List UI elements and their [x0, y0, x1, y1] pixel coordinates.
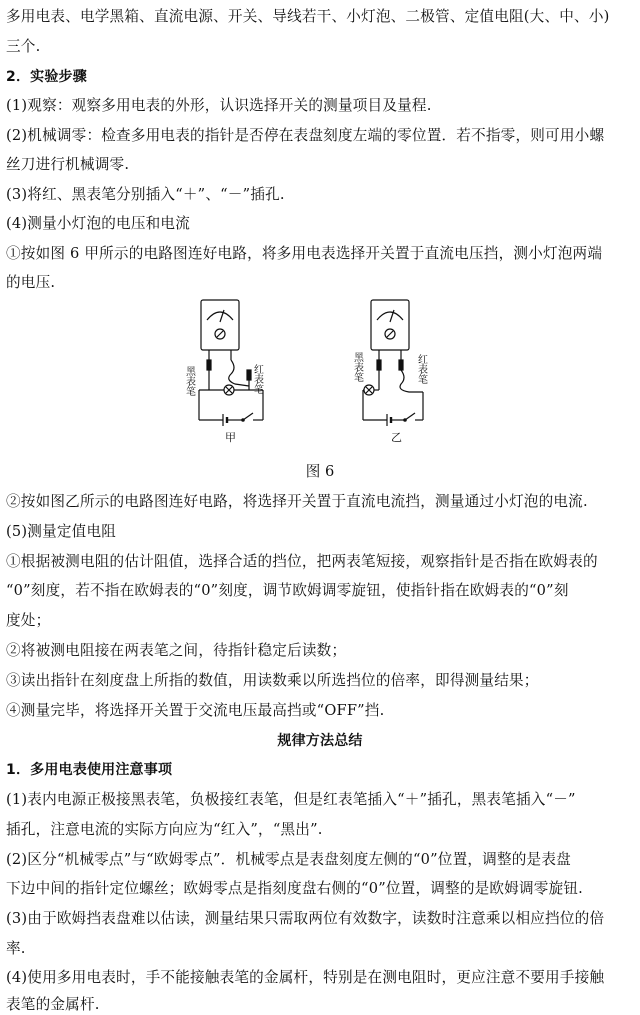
text-line: (4)使用多用电表时，手不能接触表笔的金属杆，特别是在测电阻时，更应注意不要用手接触 — [6, 969, 605, 986]
text-line: (1)表内电源正极接黑表笔，负极接红表笔，但是红表笔插入“＋”插孔，黑表笔插入“－” — [6, 791, 576, 808]
text-line: 表笔的金属杆. — [6, 996, 100, 1013]
circuit-right — [363, 300, 423, 426]
text-line: (4)测量小灯泡的电压和电流 — [6, 215, 191, 232]
text-line: (2)机械调零：检查多用电表的指针是否停在表盘刻度左端的零位置．若不指零，则可用小螺 — [6, 127, 605, 144]
text-line: 多用电表、电学黑箱、直流电源、开关、导线若干、小灯泡、二极管、定值电阻(大、中、小) — [6, 8, 610, 25]
black-probe-label: 黑表笔 — [183, 366, 195, 396]
figure-caption: 图 6 — [305, 463, 335, 480]
text-line: 度处； — [6, 612, 51, 629]
text-line: 率. — [6, 940, 26, 957]
text-line: 三个. — [6, 38, 41, 55]
circuit-figure — [183, 298, 451, 448]
multimeter-icon — [371, 300, 409, 350]
red-probe-label: 红表笔 — [415, 354, 427, 384]
text-line: 插孔，注意电流的实际方向应为“红入”，“黑出”. — [6, 821, 323, 838]
section-title: 规律方法总结 — [277, 733, 363, 749]
text-line: 的电压. — [6, 274, 56, 291]
black-probe-label: 黑表笔 — [351, 352, 363, 382]
subfigure-label: 甲 — [225, 431, 236, 444]
section-heading: 2．实验步骤 — [6, 69, 87, 85]
text-line: ④测量完毕，将选择开关置于交流电压最高挡或“OFF”挡. — [6, 702, 385, 719]
text-line: 丝刀进行机械调零. — [6, 156, 130, 173]
multimeter-icon — [201, 300, 239, 350]
text-line: (1)观察：观察多用电表的外形，认识选择开关的测量项目及量程. — [6, 97, 432, 114]
red-probe-label: 红表笔 — [251, 364, 263, 394]
circuit-left — [199, 300, 263, 426]
text-line: ②按如图乙所示的电路图连好电路，将选择开关置于直流电流挡，测量通过小灯泡的电流. — [6, 493, 588, 510]
text-line: (3)将红、黑表笔分别插入“＋”、“－”插孔. — [6, 186, 285, 203]
text-line: ①根据被测电阻的估计阻值，选择合适的挡位，把两表笔短接，观察指针是否指在欧姆表的 — [6, 553, 598, 570]
subfigure-label: 乙 — [391, 431, 402, 444]
text-line: 下边中间的指针定位螺丝；欧姆零点是指刻度盘右侧的“0”位置，调整的是欧姆调零旋钮. — [6, 880, 584, 897]
text-line: ③读出指针在刻度盘上所指的数值，用读数乘以所选挡位的倍率，即得测量结果； — [6, 672, 539, 689]
text-line: (5)测量定值电阻 — [6, 523, 117, 540]
text-line: ②将被测电阻接在两表笔之间，待指针稳定后读数； — [6, 642, 347, 659]
section-heading: 1．多用电表使用注意事项 — [6, 762, 173, 778]
text-line: (3)由于欧姆挡表盘难以估读，测量结果只需取两位有效数字，读数时注意乘以相应挡位的倍 — [6, 910, 605, 927]
text-line: (2)区分“机械零点”与“欧姆零点”．机械零点是表盘刻度左侧的“0”位置，调整的是表盘 — [6, 851, 571, 868]
text-line: ①按如图 6 甲所示的电路图连好电路，将多用电表选择开关置于直流电压挡，测小灯泡两端 — [6, 245, 603, 262]
text-line: “0”刻度，若不指在欧姆表的“0”刻度，调节欧姆调零旋钮，使指针指在欧姆表的“0”刻 — [6, 582, 569, 599]
